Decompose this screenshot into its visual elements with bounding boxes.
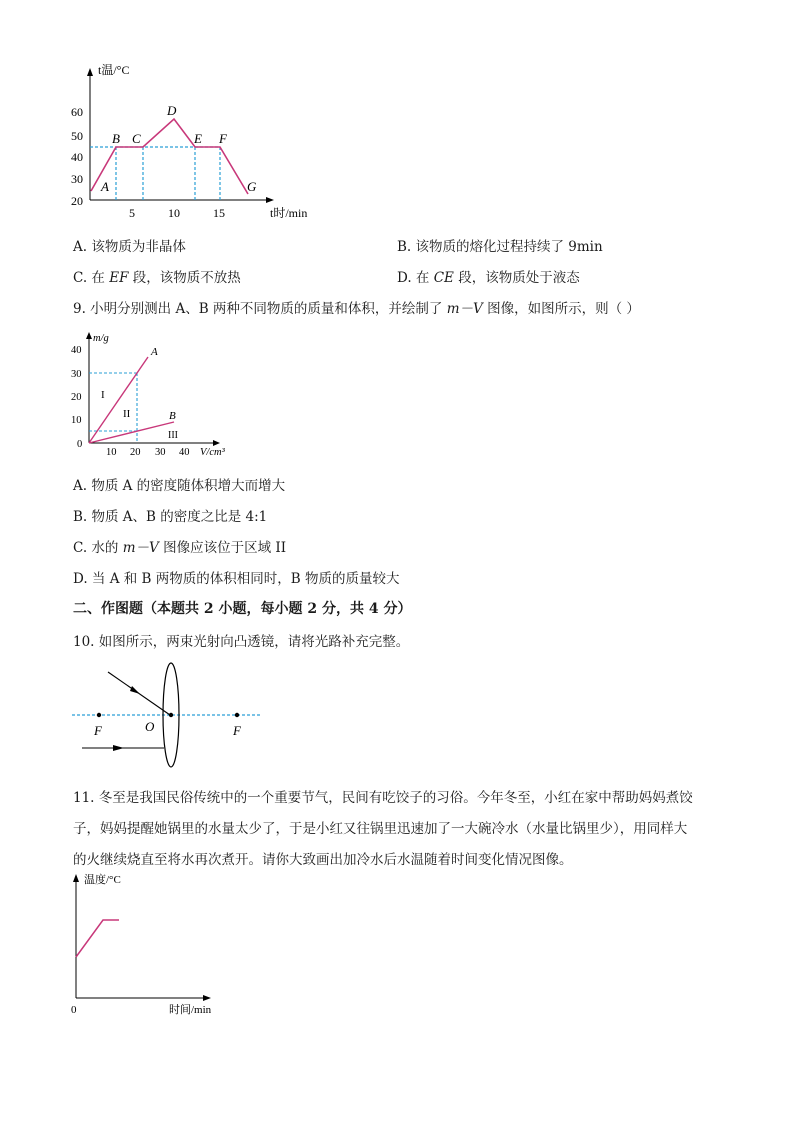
x-axis-label: t时/min — [270, 206, 308, 220]
y-axis-arrow — [86, 332, 92, 339]
point-label-g: G — [247, 179, 257, 194]
q11-line-2: 子，妈妈提醒她锅里的水量太少了，于是小红又往锅里迅速加了一大碗冷水（水量比锅里少），用同样大 — [73, 821, 688, 837]
point-label-b: B — [112, 131, 120, 146]
y-tick: 20 — [71, 194, 83, 208]
focal-label-left: F — [94, 723, 102, 738]
ray-1-arrow — [130, 686, 140, 694]
y-axis-label: t温/°C — [98, 63, 130, 77]
region-label-2: II — [123, 408, 131, 420]
y-tick: 40 — [71, 345, 82, 356]
q8-option-d[interactable] — [397, 266, 580, 286]
q9-stem-prefix: 9. 小明分别测出 A、B 两种不同物质的质量和体积，并绘制了 — [73, 301, 447, 317]
point-label-c: C — [132, 131, 141, 146]
q8-option-d-prefix: D. 在 — [397, 270, 434, 286]
y-axis-arrow — [73, 874, 79, 882]
y-tick: 0 — [77, 439, 83, 450]
q9-stem — [73, 297, 640, 317]
x-axis-label: 时间/min — [169, 1004, 212, 1016]
point-label-e: E — [194, 131, 202, 146]
point-label-f: F — [219, 131, 227, 146]
focal-point-right — [235, 713, 239, 717]
point-label-d: D — [167, 103, 177, 118]
point-label-a: A — [101, 179, 109, 194]
y-tick: 10 — [71, 415, 82, 426]
x-tick: 20 — [130, 447, 141, 458]
q8-option-d-suffix: 段，该物质处于液态 — [453, 270, 580, 286]
region-label-1: I — [101, 389, 105, 401]
line-label-b: B — [169, 410, 176, 422]
water-temperature-graph — [65, 868, 240, 1018]
x-tick: 15 — [213, 206, 225, 220]
q8-option-b[interactable]: B. 该物质的熔化过程持续了 9min — [397, 239, 603, 255]
y-axis-label: 温度/°C — [84, 874, 121, 886]
origin-label: 0 — [71, 1004, 77, 1016]
x-axis-arrow — [266, 197, 274, 203]
center-label: O — [145, 719, 155, 734]
x-tick: 10 — [168, 206, 180, 220]
y-tick: 30 — [71, 369, 82, 380]
q8-option-d-segment: CE — [433, 270, 454, 286]
focal-point-left — [97, 713, 101, 717]
q9-stem-formula: m－V — [446, 301, 483, 317]
q8-option-c-suffix: 段，该物质不放热 — [128, 270, 241, 286]
q8-option-c-segment: EF — [109, 270, 129, 286]
q11-line-3: 的火继续烧直至将水再次煮开。请你大致画出加冷水后水温随着时间变化情况图像。 — [73, 852, 573, 868]
q9-option-c-suffix: 图像应该位于区域 II — [158, 540, 287, 556]
x-tick: 5 — [129, 206, 135, 220]
x-tick: 40 — [179, 447, 190, 458]
y-tick: 50 — [71, 129, 83, 143]
y-tick: 30 — [71, 172, 83, 186]
q8-option-c-prefix: C. 在 — [73, 270, 110, 286]
section-title: 二、作图题（本题共 2 小题，每小题 2 分，共 4 分） — [73, 601, 412, 617]
y-axis-label: m/g — [93, 333, 109, 344]
line-label-a: A — [151, 346, 158, 358]
convex-lens-diagram — [66, 660, 266, 772]
q8-option-c[interactable] — [73, 266, 241, 286]
q9-option-c[interactable] — [73, 536, 286, 556]
y-tick: 20 — [71, 392, 82, 403]
y-axis-arrow — [87, 68, 93, 76]
q8-option-a[interactable]: A. 该物质为非晶体 — [73, 239, 186, 255]
q9-option-d[interactable]: D. 当 A 和 B 两物质的体积相同时，B 物质的质量较大 — [73, 571, 400, 587]
x-axis-label: V/cm³ — [200, 447, 225, 458]
q9-stem-suffix: 图像，如图所示，则（ ） — [482, 301, 640, 317]
x-tick: 30 — [155, 447, 166, 458]
q9-option-c-formula: m－V — [122, 540, 159, 556]
focal-label-right: F — [233, 723, 241, 738]
region-label-3: III — [168, 430, 178, 441]
q9-option-a[interactable]: A. 物质 A 的密度随体积增大而增大 — [73, 478, 286, 494]
y-tick: 40 — [71, 150, 83, 164]
x-tick: 10 — [106, 447, 117, 458]
q9-option-b[interactable]: B. 物质 A、B 的密度之比是 4:1 — [73, 509, 268, 525]
q10-stem: 10. 如图所示，两束光射向凸透镜，请将光路补充完整。 — [73, 634, 410, 650]
q9-option-c-prefix: C. 水的 — [73, 540, 123, 556]
mass-volume-graph — [65, 328, 240, 458]
heating-curve — [76, 920, 119, 957]
x-axis-arrow — [203, 995, 211, 1001]
ray-2-arrow — [113, 745, 124, 751]
q11-line-1: 11. 冬至是我国民俗传统中的一个重要节气，民间有吃饺子的习俗。今年冬至，小红在家中帮助妈妈煮饺 — [73, 790, 693, 806]
melting-graph — [71, 60, 340, 230]
x-axis-arrow — [213, 440, 220, 446]
y-tick: 60 — [71, 105, 83, 119]
